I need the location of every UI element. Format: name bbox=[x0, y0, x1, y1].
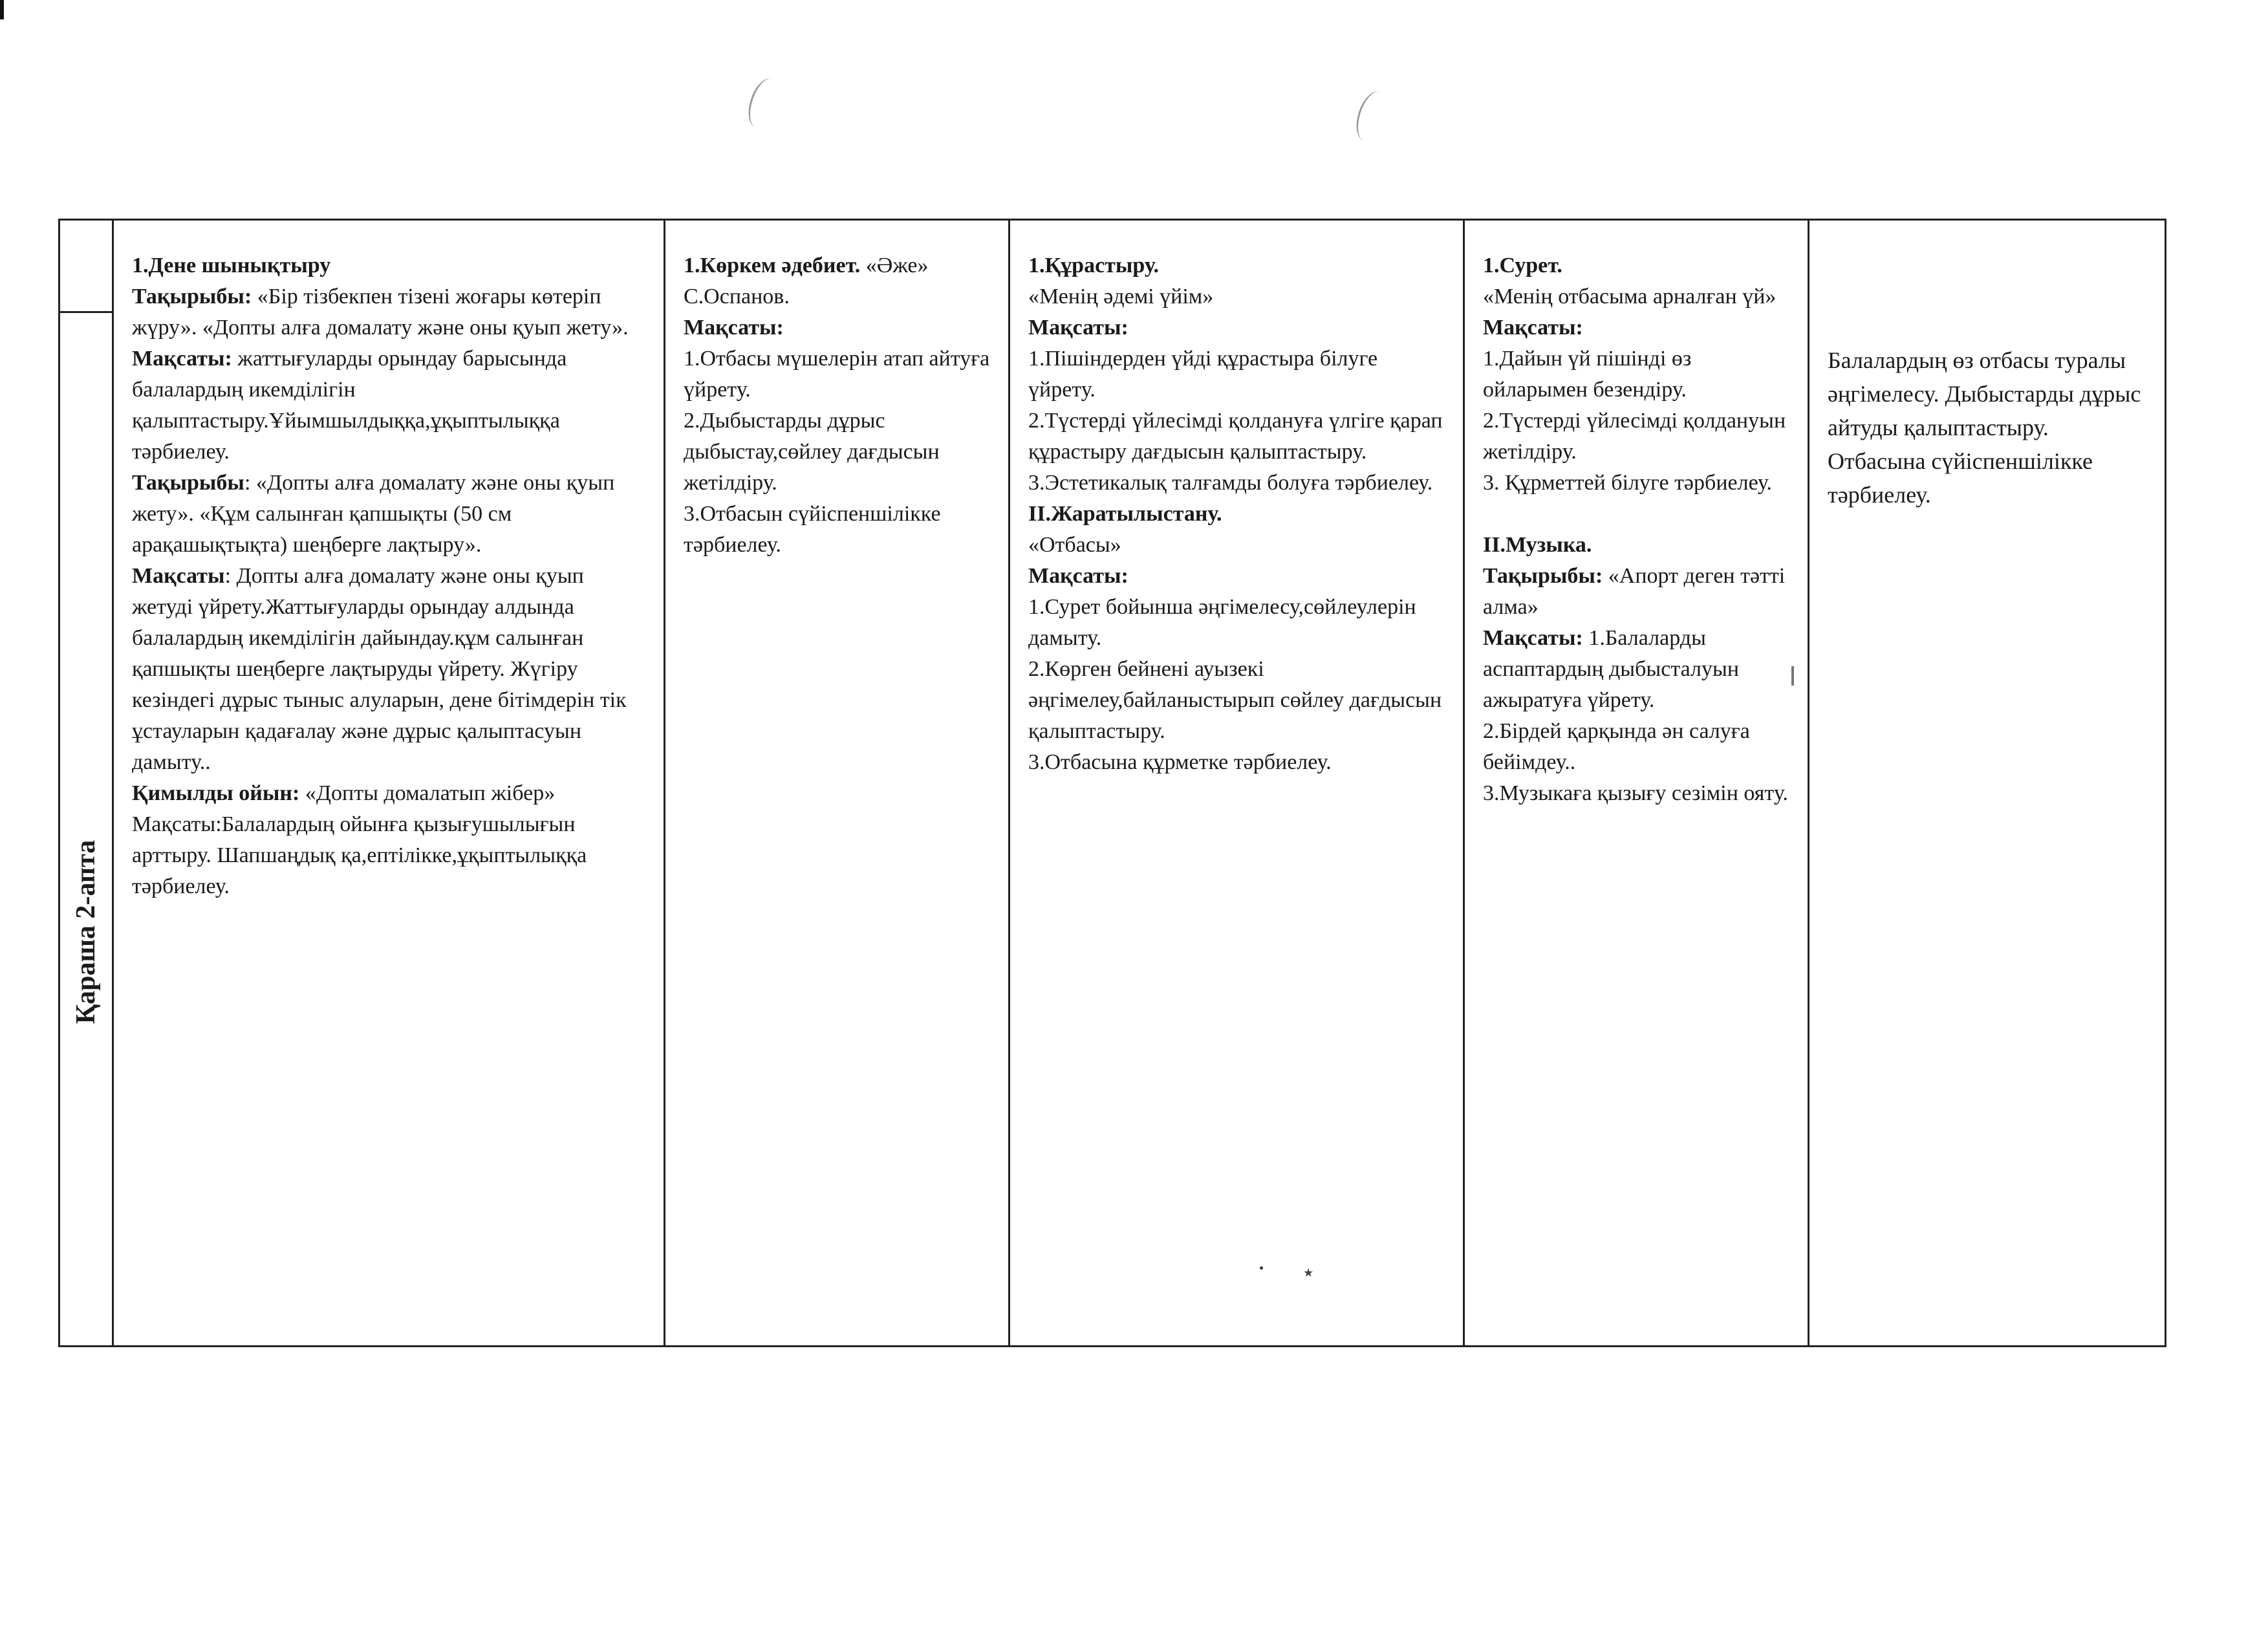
scan-corner-mark bbox=[0, 0, 4, 19]
body-text: 2.Дыбыстарды дұрыс дыбыстау,сөйлеу дағдысын жетілдіру. bbox=[684, 409, 940, 495]
cell-content bbox=[1465, 221, 1808, 822]
paragraph-line bbox=[132, 281, 645, 343]
column-construction-nature bbox=[1010, 220, 1464, 1347]
paragraph-line bbox=[684, 312, 990, 343]
body-text: «Менің отбасыма арналған үй» bbox=[1483, 285, 1777, 309]
cell-content bbox=[665, 221, 1008, 574]
paragraph-line bbox=[684, 250, 990, 312]
paragraph-line bbox=[684, 406, 990, 499]
heading-text: Тақырыбы bbox=[132, 471, 244, 495]
heading-text: Мақсаты: bbox=[1483, 316, 1583, 340]
body-text: 1.Сурет бойынша әңгімелесу,сөйлеулерін дамыту. bbox=[1028, 595, 1416, 650]
body-text: : «Допты алға домалату және оны қуып жету». «Құм салынған қапшықты (50 см арақашықтықта) шеңберге лақтыру». bbox=[132, 471, 615, 557]
paragraph-line bbox=[1028, 250, 1445, 281]
body-text: 1.Отбасы мүшелерін атап айтуға үйрету. bbox=[684, 347, 990, 402]
paragraph-line bbox=[1028, 530, 1445, 561]
week-cell-divider bbox=[60, 311, 112, 313]
paragraph-line bbox=[1483, 716, 1789, 778]
punch-hole-mark bbox=[743, 74, 786, 132]
body-text: 3. Құрметтей білуге тәрбиелеу. bbox=[1483, 471, 1772, 495]
heading-text: II.Музыка. bbox=[1483, 533, 1592, 557]
paragraph-line bbox=[1028, 312, 1445, 343]
paragraph-line bbox=[1028, 281, 1445, 312]
week-cell bbox=[59, 220, 113, 1347]
table-row bbox=[59, 220, 2166, 1347]
paragraph-line bbox=[1028, 747, 1445, 778]
body-text: 2.Көрген бейнені ауызекі әңгімелеу,байланыстырып сөйлеу дағдысын қалыптастыру. bbox=[1028, 657, 1442, 743]
body-text: «Әже» С.Оспанов. bbox=[684, 254, 929, 309]
heading-text: Мақсаты: bbox=[1028, 316, 1129, 340]
column-literature bbox=[665, 220, 1010, 1347]
paragraph-line bbox=[1483, 343, 1789, 406]
paragraph-line bbox=[1028, 561, 1445, 592]
cell-content bbox=[114, 221, 664, 915]
paragraph-line bbox=[1483, 561, 1789, 623]
body-text: «Менің әдемі үйім» bbox=[1028, 285, 1214, 309]
lesson-plan-table bbox=[58, 219, 2166, 1347]
body-text: 1.Дайын үй пішінді өз ойларымен безендіру. bbox=[1483, 347, 1692, 402]
body-text: «Допты домалатып жібер» Мақсаты:Балалардың ойынға қызығушылығын арттыру. Шапшаңдық қа,ептілікке,ұқыптылыққа тәрбиелеу. bbox=[132, 781, 587, 898]
paragraph-line bbox=[1483, 499, 1789, 530]
paragraph-line bbox=[1028, 499, 1445, 530]
paragraph-line bbox=[1828, 343, 2146, 512]
body-text: 3.Эстетикалық талғамды болуға тәрбиелеу. bbox=[1028, 471, 1433, 495]
cell-content bbox=[1010, 221, 1463, 791]
heading-text: 1.Көркем әдебиет. bbox=[684, 254, 861, 277]
paragraph-line bbox=[1028, 406, 1445, 468]
heading-text: Мақсаты: bbox=[1028, 564, 1129, 588]
body-text: Балалардың өз отбасы туралы әңгімелесу. Дыбыстарды дұрыс айтуды қалыптастыру. Отбасына сүйіспеншілікке тәрбиелеу. bbox=[1828, 347, 2141, 508]
heading-text: 1.Дене шынықтыру bbox=[132, 254, 331, 277]
paragraph-line bbox=[1028, 343, 1445, 406]
paragraph-line bbox=[132, 468, 645, 561]
body-text: 3.Отбасына құрметке тәрбиелеу. bbox=[1028, 750, 1332, 774]
heading-text: Тақырыбы: bbox=[1483, 564, 1603, 588]
body-text: 3.Музыкаға қызығу сезімін ояту. bbox=[1483, 781, 1788, 805]
paragraph-line bbox=[1483, 468, 1789, 499]
paragraph-line bbox=[1028, 592, 1445, 654]
week-label: Қараша 2-апта bbox=[71, 839, 101, 1024]
heading-text: Мақсаты: bbox=[132, 347, 232, 371]
heading-text: Қимылды ойын: bbox=[132, 781, 300, 805]
heading-text: Мақсаты: bbox=[684, 316, 784, 340]
paragraph-line bbox=[1483, 530, 1789, 561]
heading-text: Тақырыбы: bbox=[132, 285, 252, 309]
punch-hole-mark bbox=[1351, 87, 1394, 145]
body-text: 2.Бірдей қарқында ән салуға бейімдеу.. bbox=[1483, 719, 1750, 774]
paragraph-line bbox=[1028, 468, 1445, 499]
paragraph-line bbox=[132, 561, 645, 778]
scan-speck: ٭ bbox=[1303, 1262, 1314, 1283]
heading-text: 1.Құрастыру. bbox=[1028, 254, 1159, 277]
paragraph-line bbox=[1483, 778, 1789, 809]
body-text: : Допты алға домалату және оны қуып жетуді үйрету.Жаттығуларды орындау алдында балалардың икемділігін дайындау.құм салынған қапшықты шеңберге лақтыруды үйрету. Жүгіру кезіндегі дұрыс тыныс алуларын, дене бітімдерін тік ұстауларын қадағалау және дұрыс қалыптасуын дамыту.. bbox=[132, 564, 627, 774]
body-text: 3.Отбасын сүйіспеншілікке тәрбиелеу. bbox=[684, 502, 941, 557]
paragraph-line bbox=[684, 343, 990, 406]
paragraph-line bbox=[1483, 623, 1789, 716]
paragraph-line bbox=[1028, 654, 1445, 747]
paragraph-line bbox=[1483, 281, 1789, 312]
body-text: «Апорт деген тәтті алма» bbox=[1483, 564, 1786, 619]
paragraph-line bbox=[132, 250, 645, 281]
column-summary bbox=[1809, 220, 2166, 1347]
heading-text: Мақсаты: bbox=[1483, 626, 1583, 650]
paragraph-line bbox=[1483, 250, 1789, 281]
paragraph-line bbox=[1483, 406, 1789, 468]
column-physical-education bbox=[113, 220, 665, 1347]
heading-text: Мақсаты bbox=[132, 564, 225, 588]
body-text: «Бір тізбекпен тізені жоғары көтеріп жүру». «Допты алға домалату және оны қуып жету». bbox=[132, 285, 629, 340]
body-text: 1.Балаларды аспаптардың дыбысталуын ажыратуға үйрету. bbox=[1483, 626, 1740, 712]
paragraph-line bbox=[684, 499, 990, 561]
paragraph-line bbox=[132, 778, 645, 902]
heading-text: 1.Сурет. bbox=[1483, 254, 1562, 277]
body-text: 1.Пішіндерден үйді құрастыра білуге үйрету. bbox=[1028, 347, 1378, 402]
column-drawing-music bbox=[1464, 220, 1809, 1347]
paragraph-line bbox=[1483, 312, 1789, 343]
body-text: 2.Түстерді үйлесімді қолдануын жетілдіру. bbox=[1483, 409, 1786, 464]
body-text: «Отбасы» bbox=[1028, 533, 1121, 557]
heading-text: II.Жаратылыстану. bbox=[1028, 502, 1222, 526]
body-text: 2.Түстерді үйлесімді қолдануға үлгіге қарап құрастыру дағдысын қалыптастыру. bbox=[1028, 409, 1443, 464]
cell-content bbox=[1809, 221, 2165, 525]
paragraph-line bbox=[132, 343, 645, 468]
body-text: жаттығуларды орындау барысында балалардың икемділігін қалыптастыру.Ұйымшылдыққа,ұқыптылыққа тәрбиелеу. bbox=[132, 347, 567, 464]
